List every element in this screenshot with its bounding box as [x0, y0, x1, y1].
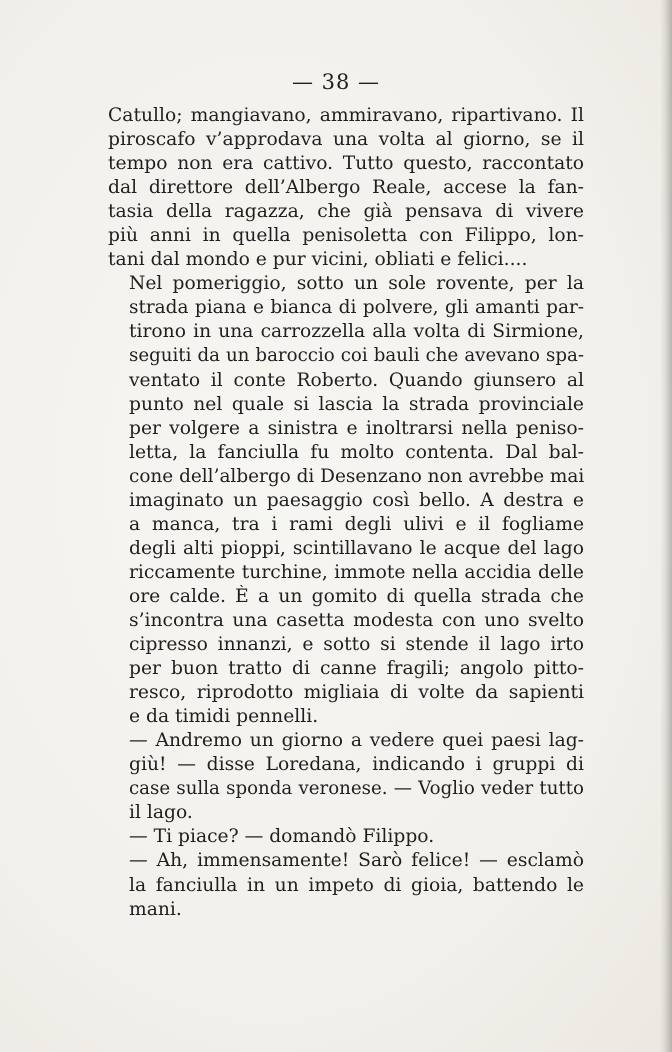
text-line: Nel pomeriggio, sotto un sole rovente, per la — [129, 273, 584, 295]
text-line: s’incontra una casetta modesta con uno svelto — [129, 609, 584, 631]
paragraph — [108, 729, 584, 825]
text-line: ventato il conte Roberto. Quando giunsero al — [129, 369, 584, 391]
text-line: imaginato un paesaggio così bello. A destra e — [129, 489, 584, 511]
text-line: più anni in quella penisoletta con Filippo, lon- — [108, 225, 584, 247]
paragraph — [108, 825, 584, 849]
text-line: cipresso innanzi, e sotto si stende il lago irto — [129, 634, 584, 656]
text-line: — Andremo un giorno a vedere quei paesi lag- — [129, 730, 584, 752]
text-line: mani. — [129, 898, 182, 920]
page-edge-shadow — [660, 0, 672, 1052]
text-line: case sulla sponda veronese. — Voglio veder tutto — [129, 778, 584, 800]
text-line: resco, riprodotto migliaia di volte da sapienti — [129, 682, 584, 704]
text-line: il lago. — [129, 802, 193, 824]
paragraph — [108, 849, 584, 921]
text-line: giù! — disse Loredana, indicando i gruppi di — [129, 754, 584, 776]
text-line: degli alti pioppi, scintillavano le acque del lago — [129, 537, 584, 559]
text-line: tempo non era cattivo. Tutto questo, raccontato — [108, 153, 584, 175]
text-line: piroscafo v’approdava una volta al giorno, se il — [108, 129, 584, 151]
text-line: a manca, tra i rami degli ulivi e il fogliame — [129, 513, 584, 535]
text-line: per buon tratto di canne fragili; angolo pitto- — [129, 658, 584, 680]
page-number: — 38 — — [291, 70, 381, 94]
text-line: riccamente turchine, immote nella accidia delle — [129, 561, 584, 583]
text-line: strada piana e bianca di polvere, gli amanti par- — [129, 297, 584, 319]
text-line: — Ah, immensamente! Sarò felice! — esclamò — [129, 850, 584, 872]
text-line: letta, la fanciulla fu molto contenta. Dal bal- — [129, 441, 584, 463]
text-line: e da timidi pennelli. — [129, 706, 319, 728]
text-line: Catullo; mangiavano, ammiravano, ripartivano. Il — [108, 105, 584, 126]
text-line: tirono in una carrozzella alla volta di Sirmione, — [129, 321, 584, 343]
text-line: seguiti da un baroccio coi bauli che avevano spa- — [129, 345, 584, 367]
text-line: tani dal mondo e pur vicini, obliati e felici.... — [108, 249, 528, 271]
text-line: tasia della ragazza, che già pensava di vivere — [108, 201, 584, 223]
text-line: ore calde. È a un gomito di quella strada che — [129, 585, 584, 607]
text-line: la fanciulla in un impeto di gioia, battendo le — [129, 874, 584, 896]
text-line: dal direttore dell’Albergo Reale, accese la fan- — [108, 177, 584, 199]
paragraph — [108, 272, 584, 729]
text-line: — Ti piace? — domandò Filippo. — [129, 826, 435, 848]
text-line: per volgere a sinistra e inoltrarsi nella peniso- — [129, 417, 584, 439]
paragraph — [108, 104, 584, 272]
body-text — [108, 104, 584, 922]
text-line: cone dell’albergo di Desenzano non avrebbe mai — [129, 465, 584, 487]
text-line: punto nel quale si lascia la strada provinciale — [129, 393, 584, 415]
